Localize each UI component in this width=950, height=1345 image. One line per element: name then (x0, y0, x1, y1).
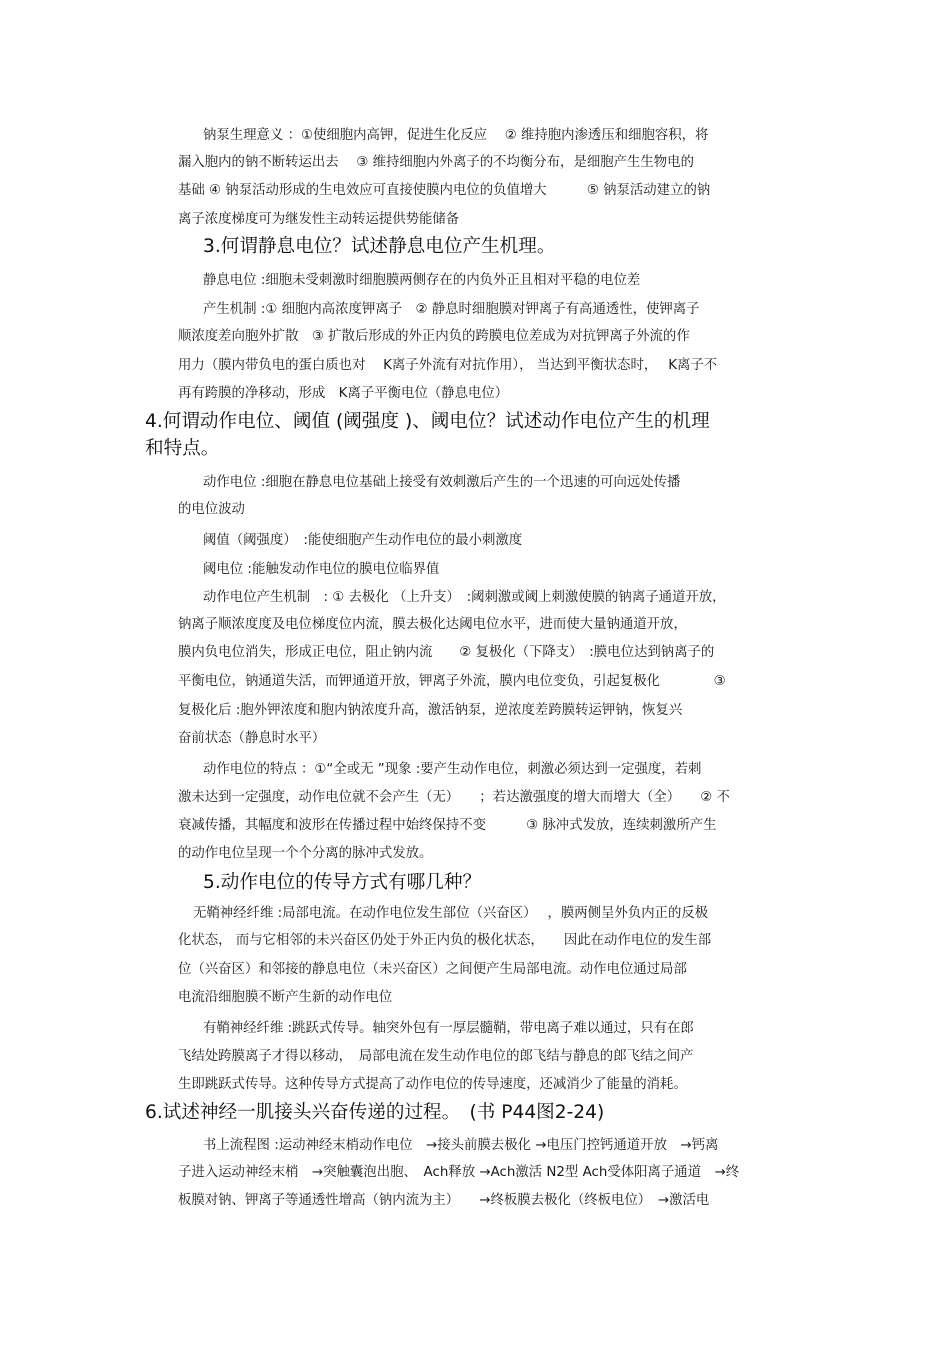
text-line: 平衡电位，钠通道失活，而钾通道开放，钾离子外流，膜内电位变负，引起复极化 ③ (178, 674, 726, 689)
text-line: 钠离子顺浓度度及电位梯度位内流，膜去极化达阈电位水平，进而使大量钠通道开放， (178, 617, 687, 632)
text-line: 钠泵生理意义 ：①使细胞内高钾，促进生化反应 ② 维持胞内渗透压和细胞容积，将 (203, 128, 709, 143)
section-heading-5: 5.动作电位的传导方式有哪几种？ (203, 872, 482, 893)
text-line: 的动作电位呈现一个个分离的脉冲式发放。 (178, 846, 433, 861)
text-line: 膜内负电位消失，形成正电位，阻止钠内流 ② 复极化（下降支） :膜电位达到钠离子的 (178, 645, 715, 660)
text-line: 再有跨膜的净移动，形成 K离子平衡电位（静息电位） (178, 386, 509, 401)
text-line: 产生机制 :① 细胞内高浓度钾离子 ② 静息时细胞膜对钾离子有高通透性，使钾离子 (203, 302, 700, 317)
text-line: 静息电位 :细胞未受刺激时细胞膜两侧存在的内负外正且相对平稳的电位差 (203, 273, 641, 288)
text-line: 动作电位产生机制 : ① 去极化 （上升支） :阈刺激或阈上刺激使膜的钠离子通道开放， (203, 590, 726, 605)
text-line: 阈值（阈强度） :能使细胞产生动作电位的最小刺激度 (203, 533, 523, 548)
section-heading-6: 6.试述神经一肌接头兴奋传递的过程。 (书 P44图2-24) (145, 1102, 605, 1123)
text-line: 复极化后 :胞外钾浓度和胞内钠浓度升高，激活钠泵，逆浓度差跨膜转运钾钠，恢复兴 (178, 703, 683, 718)
text-line: 阈电位 :能触发动作电位的膜电位临界值 (203, 562, 440, 577)
text-line: 无鞘神经纤维 :局部电流。在动作电位发生部位（兴奋区） ，膜两侧呈外负内正的反极 (193, 906, 709, 921)
text-line: 激未达到一定强度，动作电位就不会产生（无） ；若达激强度的增大而增大（全） ② 不 (178, 790, 730, 805)
text-line: 生即跳跃式传导。这种传导方式提高了动作电位的传导速度，还减消少了能量的消耗。 (178, 1077, 687, 1092)
text-line: 有鞘神经纤维 :跳跃式传导。轴突外包有一厚层髓鞘，带电离子难以通过，只有在郎 (203, 1021, 694, 1036)
text-line: 离子浓度梯度可为继发性主动转运提供势能储备 (178, 212, 460, 227)
text-line: 奋前状态（静息时水平） (178, 731, 326, 746)
text-line: 子进入运动神经末梢 →突触囊泡出胞、 Ach释放 →Ach激活 N2型 Ach受体阳离子通道 →终 (178, 1165, 740, 1180)
text-line: 电流沿细胞膜不断产生新的动作电位 (178, 990, 393, 1005)
text-line: 书上流程图 :运动神经末梢动作电位 →接头前膜去极化 →电压门控钙通道开放 →钙离 (203, 1138, 719, 1153)
text-line: 位（兴奋区）和邻接的静息电位（未兴奋区）之间便产生局部电流。动作电位通过局部 (178, 962, 687, 977)
text-line: 动作电位的特点 ：①“全或无 ”现象 :要产生动作电位，刺激必须达到一定强度，若刺 (203, 762, 702, 777)
text-line: 板膜对钠、钾离子等通透性增高（钠内流为主） →终板膜去极化（终板电位） →激活电 (178, 1193, 710, 1208)
text-line: 飞结处跨膜离子才得以移动， 局部电流在发生动作电位的郎飞结与静息的郎飞结之间产 (178, 1049, 694, 1064)
text-line: 的电位波动 (178, 502, 245, 517)
text-line: 漏入胞内的钠不断转运出去 ③ 维持细胞内外离子的不均衡分布，是细胞产生生物电的 (178, 155, 694, 170)
text-line: 基础 ④ 钠泵活动形成的生电效应可直接使膜内电位的负值增大 ⑤ 钠泵活动建立的钠 (178, 183, 711, 198)
section-heading-3: 3.何谓静息电位？试述静息电位产生机理。 (203, 236, 556, 257)
text-line: 化状态， 而与它相邻的未兴奋区仍处于外正内负的极化状态， 因此在动作电位的发生部 (178, 933, 712, 948)
text-line: 用力（膜内带负电的蛋白质也对 K离子外流有对抗作用）， 当达到平衡状态时， K离子不 (178, 358, 718, 373)
section-heading-4: 4.何谓动作电位、阈值 (阈强度 )、阈电位？试述动作电位产生的机理 (145, 411, 710, 432)
text-line: 动作电位 :细胞在静息电位基础上接受有效刺激后产生的一个迅速的可向远处传播 (203, 475, 681, 490)
text-line: 顺浓度差向胞外扩散 ③ 扩散后形成的外正内负的跨膜电位差成为对抗钾离子外流的作 (178, 329, 690, 344)
text-line: 衰减传播，其幅度和波形在传播过程中始终保持不变 ③ 脉冲式发放，连续刺激所产生 (178, 818, 717, 833)
section-heading-4-cont: 和特点。 (145, 438, 220, 459)
